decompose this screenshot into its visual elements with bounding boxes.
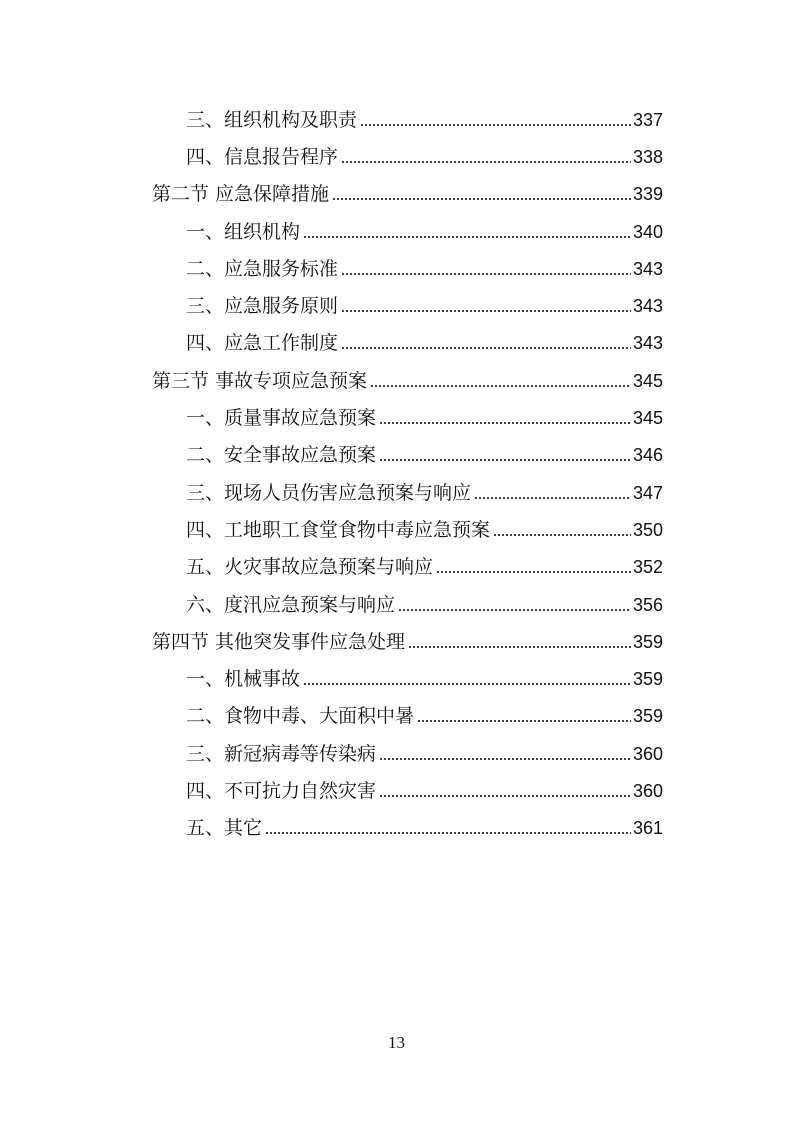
table-of-contents xyxy=(0,101,793,847)
toc-entry-page: 343 xyxy=(633,258,664,279)
toc-entry-title: 三、现场人员伤害应急预案与响应 xyxy=(186,481,472,504)
toc-entry-page: 337 xyxy=(633,109,664,130)
dot-leader xyxy=(303,674,631,694)
toc-entry-title: 五、火灾事故应急预案与响应 xyxy=(186,556,434,579)
toc-entry-page: 352 xyxy=(633,557,664,578)
dot-leader xyxy=(341,301,631,321)
toc-entry-page: 338 xyxy=(633,146,664,167)
toc-entry-title: 二、食物中毒、大面积中暑 xyxy=(186,705,415,728)
toc-entry-page: 360 xyxy=(633,780,664,801)
toc-entry-title: 第二节 应急保障措施 xyxy=(152,183,330,206)
dot-leader xyxy=(370,376,631,396)
toc-entry-page: 340 xyxy=(633,221,664,242)
dot-leader xyxy=(265,823,631,843)
dot-leader xyxy=(493,525,631,545)
toc-entry-title: 一、质量事故应急预案 xyxy=(186,407,377,430)
toc-entry-page: 347 xyxy=(633,482,664,503)
toc-entry[interactable] xyxy=(0,325,793,362)
toc-entry-page: 359 xyxy=(633,631,664,652)
toc-section-heading[interactable] xyxy=(0,362,793,399)
toc-entry-title: 四、信息报告程序 xyxy=(186,145,339,168)
toc-entry[interactable] xyxy=(0,698,793,735)
page-number: 13 xyxy=(388,1033,405,1052)
toc-entry[interactable] xyxy=(0,511,793,548)
dot-leader xyxy=(379,450,631,470)
toc-entry-title: 四、应急工作制度 xyxy=(186,332,339,355)
dot-leader xyxy=(341,152,631,172)
dot-leader xyxy=(379,413,631,433)
toc-entry-title: 一、组织机构 xyxy=(186,220,301,243)
toc-entry[interactable] xyxy=(0,138,793,175)
toc-entry[interactable] xyxy=(0,474,793,511)
toc-entry-page: 359 xyxy=(633,706,664,727)
toc-entry-page: 343 xyxy=(633,333,664,354)
toc-entry-title: 三、组织机构及职责 xyxy=(186,108,358,131)
toc-entry[interactable] xyxy=(0,287,793,324)
toc-entry[interactable] xyxy=(0,250,793,287)
toc-entry[interactable] xyxy=(0,772,793,809)
toc-entry[interactable] xyxy=(0,213,793,250)
toc-entry[interactable] xyxy=(0,399,793,436)
toc-entry-title: 四、工地职工食堂食物中毒应急预案 xyxy=(186,518,491,541)
dot-leader xyxy=(303,227,631,247)
toc-entry-title: 第三节 事故专项应急预案 xyxy=(152,369,368,392)
toc-entry-page: 350 xyxy=(633,519,664,540)
toc-entry-page: 339 xyxy=(633,184,664,205)
dot-leader xyxy=(417,711,631,731)
dot-leader xyxy=(436,562,631,582)
toc-entry-page: 360 xyxy=(633,743,664,764)
toc-entry-title: 第四节 其他突发事件应急处理 xyxy=(152,630,406,653)
toc-entry-page: 359 xyxy=(633,669,664,690)
dot-leader xyxy=(341,338,631,358)
toc-entry-title: 三、新冠病毒等传染病 xyxy=(186,742,377,765)
toc-entry-title: 二、应急服务标准 xyxy=(186,257,339,280)
toc-entry[interactable] xyxy=(0,586,793,623)
toc-section-heading[interactable] xyxy=(0,176,793,213)
toc-entry-page: 343 xyxy=(633,296,664,317)
toc-entry-title: 一、机械事故 xyxy=(186,668,301,691)
toc-entry[interactable] xyxy=(0,810,793,847)
dot-leader xyxy=(332,189,631,209)
dot-leader xyxy=(474,488,631,508)
dot-leader xyxy=(408,637,631,657)
toc-entry-page: 345 xyxy=(633,370,664,391)
toc-entry-title: 五、其它 xyxy=(186,817,263,840)
toc-entry-page: 356 xyxy=(633,594,664,615)
toc-entry-title: 二、安全事故应急预案 xyxy=(186,444,377,467)
toc-entry[interactable] xyxy=(0,549,793,586)
dot-leader xyxy=(379,749,631,769)
toc-entry-page: 345 xyxy=(633,408,664,429)
dot-leader xyxy=(341,264,631,284)
toc-entry-page: 346 xyxy=(633,445,664,466)
toc-entry[interactable] xyxy=(0,437,793,474)
toc-entry-title: 六、度汛应急预案与响应 xyxy=(186,593,396,616)
toc-entry[interactable] xyxy=(0,101,793,138)
toc-section-heading[interactable] xyxy=(0,623,793,660)
dot-leader xyxy=(398,600,631,620)
toc-entry[interactable] xyxy=(0,660,793,697)
toc-entry-page: 361 xyxy=(633,818,664,839)
dot-leader xyxy=(360,115,631,135)
dot-leader xyxy=(379,786,631,806)
toc-entry-title: 四、不可抗力自然灾害 xyxy=(186,779,377,802)
toc-entry-title: 三、应急服务原则 xyxy=(186,295,339,318)
toc-entry[interactable] xyxy=(0,735,793,772)
